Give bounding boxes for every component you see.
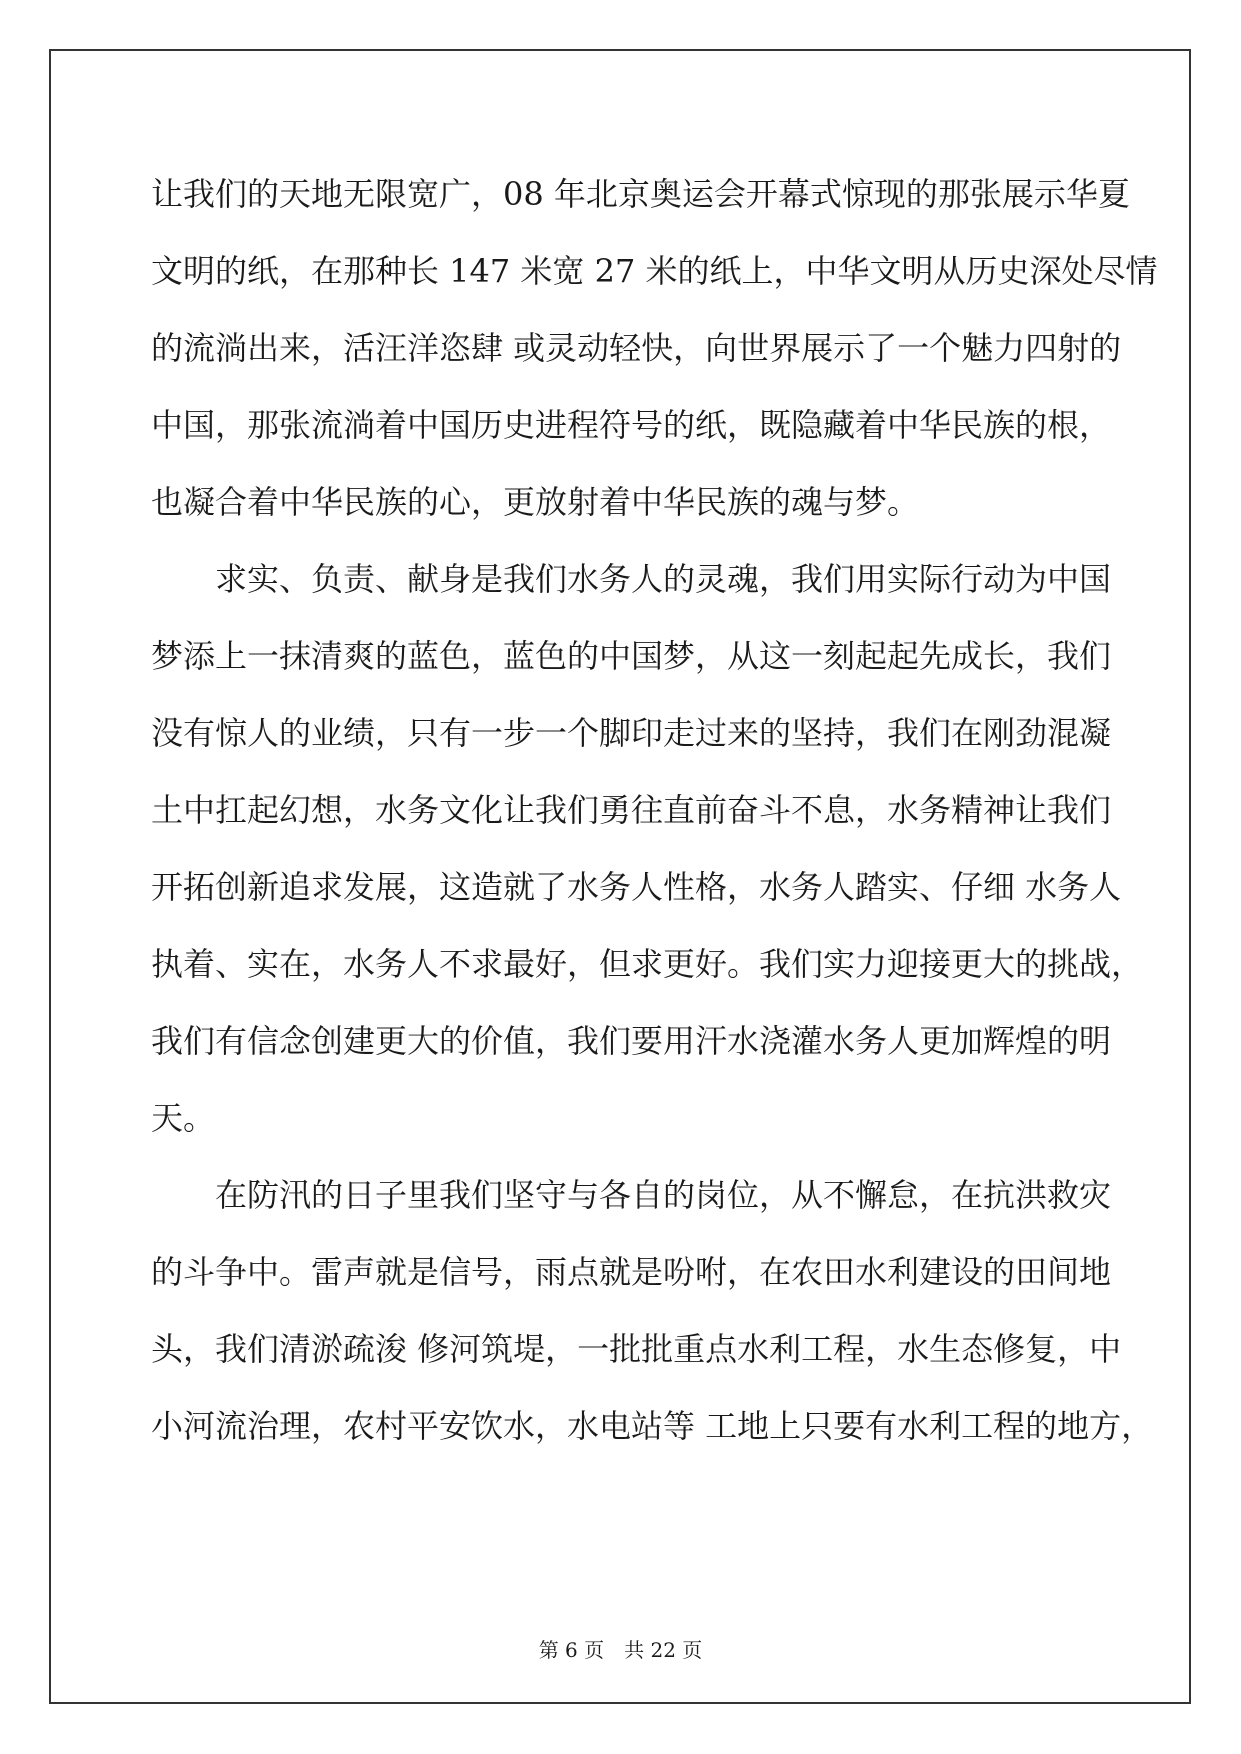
page-number-label: 第 6 页 共 22 页 bbox=[538, 1638, 703, 1662]
page-footer bbox=[0, 1634, 1241, 1663]
text-line: 没有惊人的业绩，只有一步一个脚印走过来的坚持，我们在刚劲混凝 bbox=[151, 714, 1112, 752]
text-line: 的斗争中。雷声就是信号，雨点就是吩咐，在农田水利建设的田间地 bbox=[151, 1253, 1112, 1291]
text-line: 求实、负责、献身是我们水务人的灵魂，我们用实际行动为中国 bbox=[215, 560, 1112, 598]
document-body bbox=[151, 156, 1158, 1465]
text-line: 天。 bbox=[151, 1099, 216, 1137]
text-line: 文明的纸，在那种长 147 米宽 27 米的纸上，中华文明从历史深处尽情 bbox=[151, 252, 1158, 290]
text-line: 我们有信念创建更大的价值，我们要用汗水浇灌水务人更加辉煌的明 bbox=[151, 1022, 1112, 1060]
text-line: 土中扛起幻想，水务文化让我们勇往直前奋斗不息，水务精神让我们 bbox=[151, 791, 1112, 829]
text-line: 让我们的天地无限宽广，08 年北京奥运会开幕式惊现的那张展示华夏 bbox=[151, 175, 1130, 213]
text-line: 梦添上一抹清爽的蓝色，蓝色的中国梦，从这一刻起起先成长，我们 bbox=[151, 637, 1112, 675]
text-line: 也凝合着中华民族的心，更放射着中华民族的魂与梦。 bbox=[151, 483, 920, 521]
text-line: 的流淌出来，活汪洋恣肆 或灵动轻快，向世界展示了一个魅力四射的 bbox=[151, 329, 1122, 367]
text-line: 在防汛的日子里我们坚守与各自的岗位，从不懈怠，在抗洪救灾 bbox=[215, 1176, 1112, 1214]
text-line: 中国，那张流淌着中国历史进程符号的纸，既隐藏着中华民族的根， bbox=[151, 406, 1112, 444]
text-line: 小河流治理，农村平安饮水，水电站等 工地上只要有水利工程的地方， bbox=[151, 1407, 1154, 1445]
text-line: 开拓创新追求发展，这造就了水务人性格，水务人踏实、仔细 水务人 bbox=[151, 868, 1122, 906]
text-line: 头，我们清淤疏浚 修河筑堤，一批批重点水利工程，水生态修复，中 bbox=[151, 1330, 1122, 1368]
text-line: 执着、实在，水务人不求最好，但求更好。我们实力迎接更大的挑战， bbox=[151, 945, 1144, 983]
